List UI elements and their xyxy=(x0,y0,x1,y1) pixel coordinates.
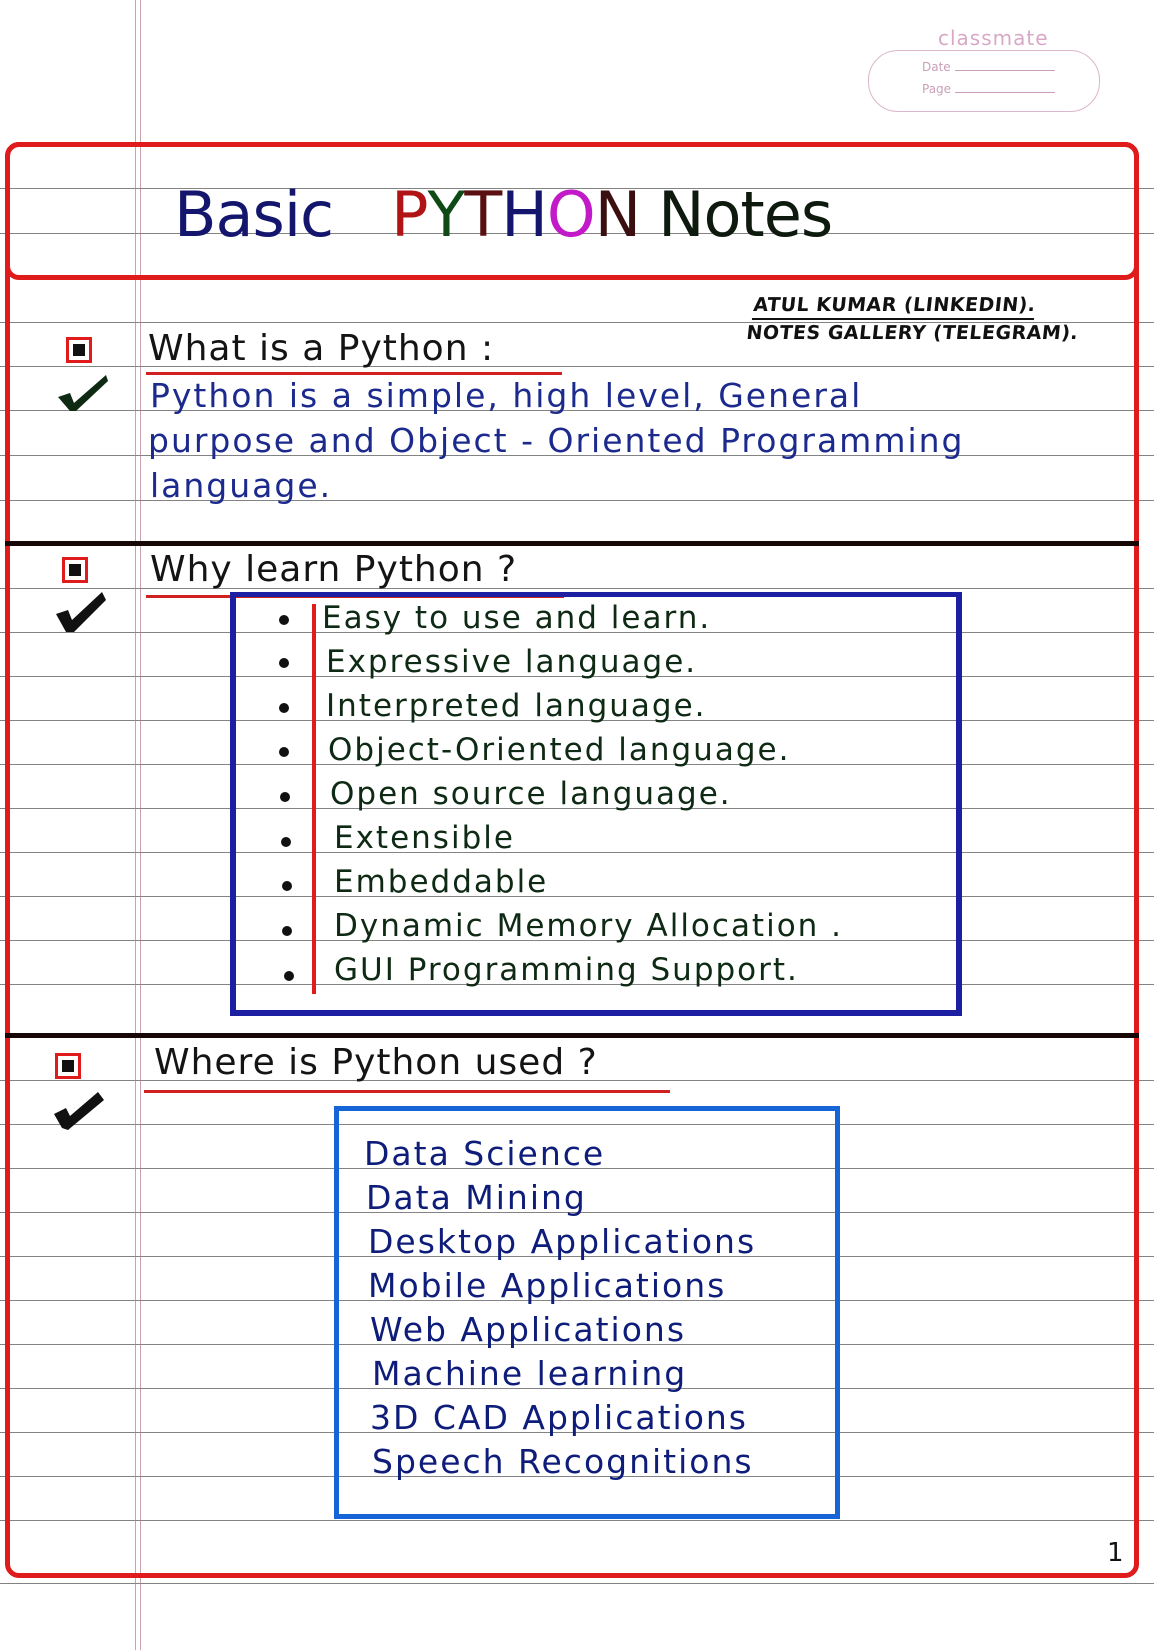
body-line: language. xyxy=(150,466,333,505)
title-letter: Y xyxy=(427,178,465,251)
list-item: Embeddable xyxy=(334,864,549,900)
bullet-dot-icon xyxy=(279,703,289,713)
list-item: Desktop Applications xyxy=(368,1222,757,1261)
list-item: Interpreted language. xyxy=(326,688,707,724)
list-item: Extensible xyxy=(334,820,515,856)
title-word-basic: Basic xyxy=(174,178,334,251)
list-item: Data Mining xyxy=(366,1178,587,1217)
list-item: Machine learning xyxy=(372,1354,688,1393)
list-item: GUI Programming Support. xyxy=(334,952,799,988)
title-letter: T xyxy=(464,178,502,251)
body-line: Python is a simple, high level, General xyxy=(150,376,863,415)
page-field: Page xyxy=(922,82,1055,96)
title-letter: H xyxy=(501,178,547,251)
page-title xyxy=(174,178,832,251)
checkmark-icon xyxy=(52,1090,106,1130)
heading-underline xyxy=(144,1090,670,1093)
bullet-dot-icon xyxy=(284,971,294,981)
bullet-box-icon xyxy=(55,1053,81,1079)
list-item: Data Science xyxy=(364,1134,606,1173)
list-margin-line xyxy=(312,604,316,994)
list-item: Speech Recognitions xyxy=(372,1442,754,1481)
date-field: Date xyxy=(922,60,1055,74)
list-item: Object-Oriented language. xyxy=(328,732,791,768)
title-letter: N xyxy=(594,178,641,251)
list-item: Dynamic Memory Allocation . xyxy=(334,908,844,944)
list-item: Easy to use and learn. xyxy=(322,600,712,636)
list-item: 3D CAD Applications xyxy=(370,1398,748,1437)
section-divider xyxy=(5,541,1139,546)
body-line: purpose and Object - Oriented Programming xyxy=(148,421,965,460)
bullet-dot-icon xyxy=(281,837,291,847)
list-item: Web Applications xyxy=(370,1310,687,1349)
list-item: Expressive language. xyxy=(326,644,698,680)
credit-telegram: NOTES GALLERY (TELEGRAM). xyxy=(745,322,1080,344)
bullet-dot-icon xyxy=(279,615,289,625)
title-letter: O xyxy=(546,178,595,251)
list-item: Open source language. xyxy=(330,776,732,812)
bullet-box-icon xyxy=(66,337,92,363)
bullet-dot-icon xyxy=(279,747,289,757)
section-heading: Why learn Python ? xyxy=(150,549,518,590)
bullet-dot-icon xyxy=(282,926,292,936)
brand-name: classmate xyxy=(938,26,1049,50)
section-heading: Where is Python used ? xyxy=(154,1042,598,1083)
checkmark-icon xyxy=(56,373,110,413)
author-credit xyxy=(745,292,1082,346)
heading-underline xyxy=(146,372,562,375)
bullet-dot-icon xyxy=(282,881,292,891)
bullet-dot-icon xyxy=(280,792,290,802)
page-number: 1 xyxy=(1107,1538,1124,1568)
bullet-box-icon xyxy=(62,557,88,583)
section-divider xyxy=(5,1033,1139,1038)
credit-linkedin: ATUL KUMAR (LINKEDIN). xyxy=(752,292,1037,320)
list-item: Mobile Applications xyxy=(368,1266,727,1305)
notebook-brand-logo xyxy=(868,26,1102,115)
checkmark-icon xyxy=(54,592,108,632)
title-letter: P xyxy=(391,178,428,251)
title-word-notes: Notes xyxy=(658,178,833,251)
bullet-dot-icon xyxy=(279,658,289,668)
section-heading: What is a Python : xyxy=(148,328,495,369)
